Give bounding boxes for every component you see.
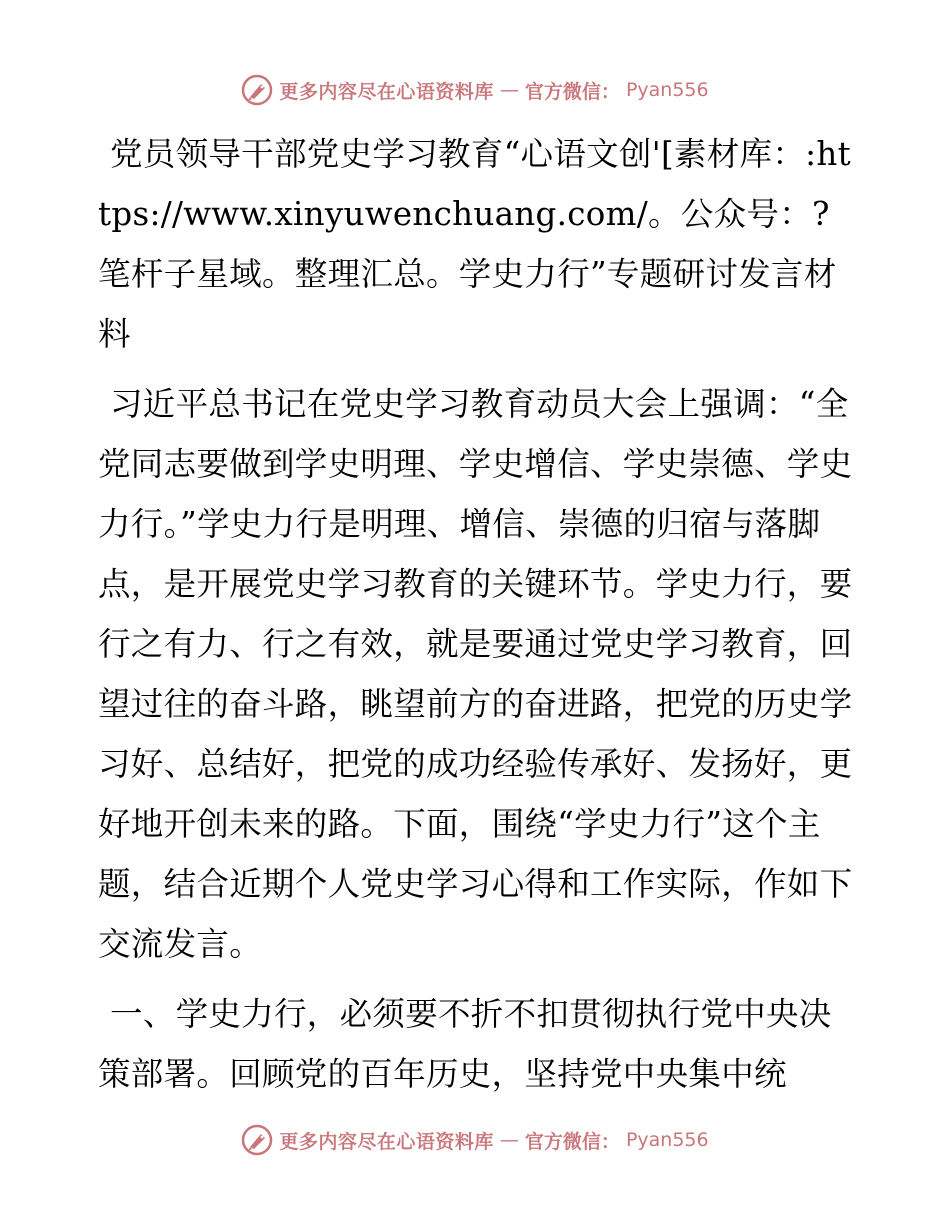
header-banner [0,70,950,110]
paragraph-1: 习近平总书记在党史学习教育动员大会上强调：“全党同志要做到学史明理、学史增信、学史崇德、学史力行。”学史力行是明理、增信、崇德的归宿与落脚点，是开展党史学习教育的关键环节。学史力行，要行之有力、行之有效，就是要通过党史学习教育，回望过往的奋斗路，眺望前方的奋进路，把党的历史学习好、总结好，把党的成功经验传承好、发扬好，更好地开创未来的路。下面，围绕“学史力行”这个主题，结合近期个人党史学习心得和工作实际，作如下交流发言。 [98,385,853,963]
pen-nib-logo-icon [241,74,273,106]
document-body [98,124,858,1104]
header-slogan: 更多内容尽在心语资料库 [279,80,494,103]
footer-dash: — [499,1129,519,1151]
header-contact-id: Pyan556 [625,79,709,101]
footer-contact-id: Pyan556 [625,1129,709,1151]
footer-slogan: 更多内容尽在心语资料库 [279,1130,494,1153]
header-dash: — [499,79,519,101]
footer-banner [0,1120,950,1160]
footer-contact-label: 官方微信： [524,1130,620,1153]
header-contact-label: 官方微信： [524,80,620,103]
document-title: 党员领导干部党史学习教育“心语文创'[素材库：:https://www.xinyuwenchuang.com/。公众号：?笔杆子星域。整理汇总。学史力行”专题研讨发言材料 [98,135,851,353]
pen-nib-logo-icon [241,1124,273,1156]
paragraph-2: 一、学史力行，必须要不折不扣贯彻执行党中央决策部署。回顾党的百年历史，坚持党中央集中统 [98,995,832,1093]
